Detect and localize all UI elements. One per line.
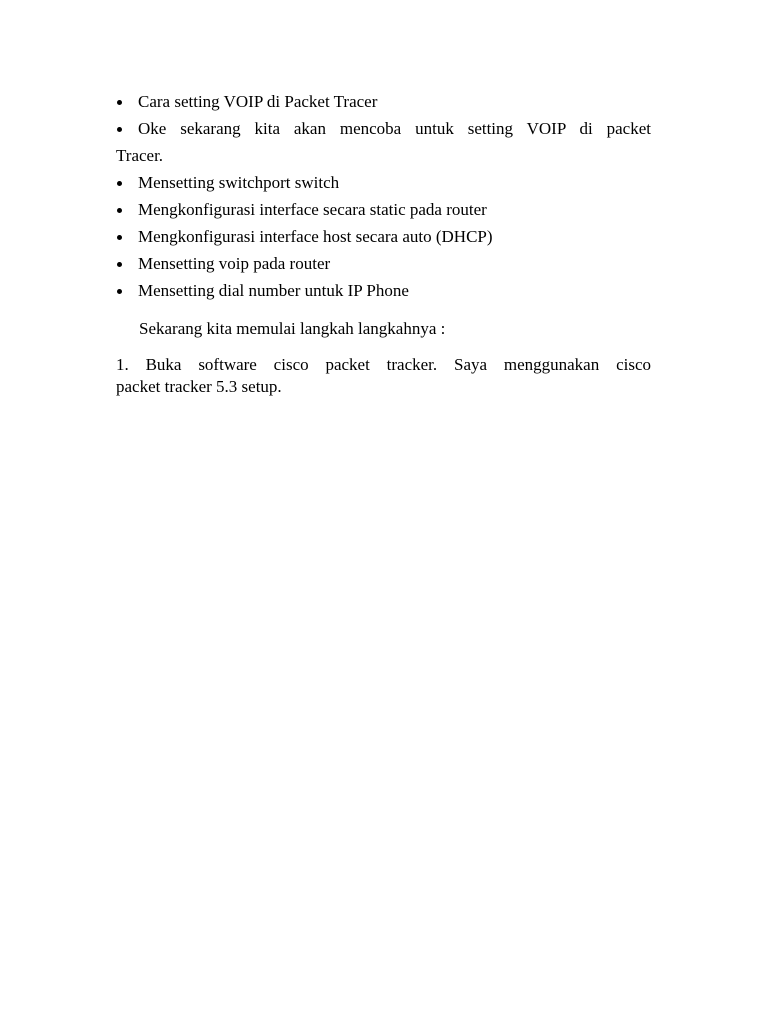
step-paragraph [116, 354, 651, 398]
list-item-text: Mengkonfigurasi interface secara static pada router [138, 200, 487, 219]
list-item [116, 196, 651, 223]
list-item-text: Mensetting dial number untuk IP Phone [138, 281, 409, 300]
step-line: packet tracker 5.3 setup. [116, 377, 282, 396]
list-item [116, 223, 651, 250]
list-item [116, 169, 651, 196]
bullet-icon [117, 289, 122, 294]
bullet-icon [117, 127, 122, 132]
document-page [116, 88, 651, 398]
list-item-text: Mensetting voip pada router [138, 254, 331, 273]
bullet-list [116, 88, 651, 304]
list-item-text: Mensetting switchport switch [138, 173, 340, 192]
intro-paragraph: Sekarang kita memulai langkah langkahnya : [139, 319, 446, 338]
step-line: 1. Buka software cisco packet tracker. Saya menggunakan cisco [116, 355, 651, 374]
list-item-text: Oke sekarang kita akan mencoba untuk setting VOIP di packet [138, 119, 651, 138]
list-item-wrap-text: Tracer. [116, 146, 164, 165]
list-item [116, 88, 651, 115]
list-item-text: Cara setting VOIP di Packet Tracer [138, 92, 378, 111]
list-item [116, 277, 651, 304]
bullet-icon [117, 181, 122, 186]
bullet-icon [117, 100, 122, 105]
list-item-text: Mengkonfigurasi interface host secara auto (DHCP) [138, 227, 493, 246]
bullet-icon [117, 235, 122, 240]
bullet-icon [117, 208, 122, 213]
list-item-line [116, 115, 651, 142]
bullet-icon [117, 262, 122, 267]
list-item [116, 250, 651, 277]
list-item [116, 115, 651, 169]
